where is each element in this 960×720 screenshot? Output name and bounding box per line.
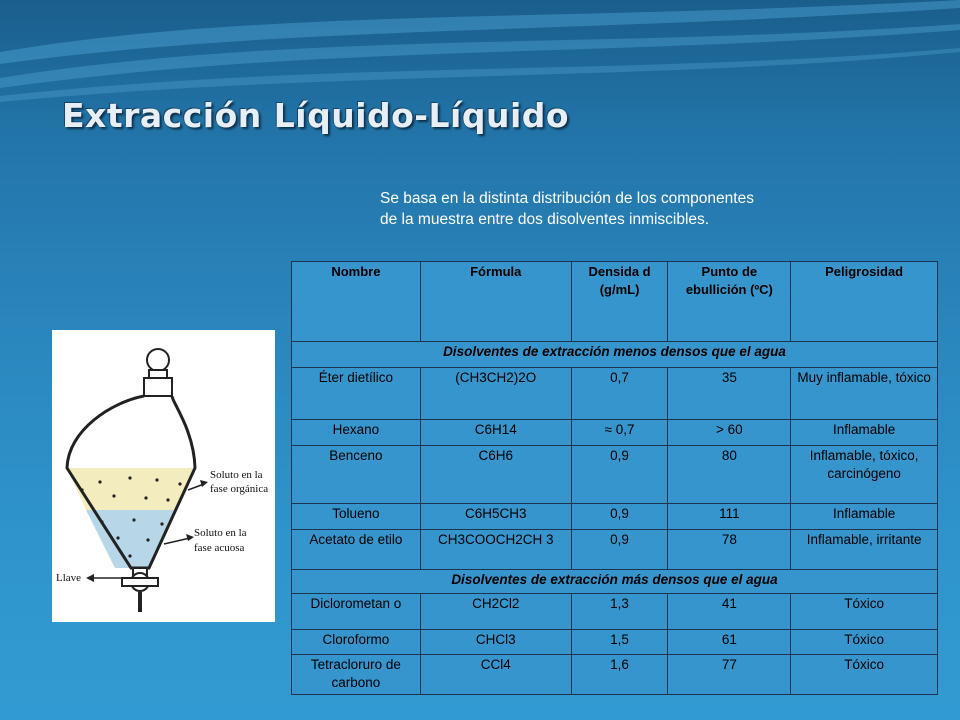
section-row-denser [292,570,938,594]
cell-nombre: Diclorometan o [292,594,421,630]
header-punto-ebullicion: Punto de ebullición (ºC) [668,262,791,342]
cell-ebullicion: 41 [668,594,791,630]
cell-formula: C6H5CH3 [420,504,571,530]
table-row [292,530,938,570]
cell-nombre: Tetracloruro de carbono [292,655,421,695]
cell-densidad: 0,9 [571,504,668,530]
cell-ebullicion: 78 [668,530,791,570]
cell-nombre: Hexano [292,420,421,446]
cell-formula: (CH3CH2)2O [420,368,571,420]
intro-line: Se basa en la distinta distribución de los componentes [380,190,754,207]
cell-nombre: Tolueno [292,504,421,530]
intro-line: de la muestra entre dos disolventes inmiscibles. [380,211,710,228]
cell-nombre: Cloroformo [292,630,421,655]
header-densidad: Densida d (g/mL) [571,262,668,342]
separatory-funnel-figure [52,330,275,622]
cell-formula: C6H14 [420,420,571,446]
cell-ebullicion: 61 [668,630,791,655]
cell-peligrosidad: Tóxico [791,594,938,630]
cell-peligrosidad: Tóxico [791,630,938,655]
cell-densidad: ≈ 0,7 [571,420,668,446]
header-formula: Fórmula [420,262,571,342]
section-title-lighter: Disolventes de extracción menos densos que el agua [292,342,938,368]
table-row [292,504,938,530]
table-row [292,655,938,695]
table-row [292,630,938,655]
cell-formula: C6H6 [420,446,571,504]
cell-formula: CHCl3 [420,630,571,655]
cell-formula: CCl4 [420,655,571,695]
header-peligrosidad: Peligrosidad [791,262,938,342]
cell-densidad: 1,6 [571,655,668,695]
cell-ebullicion: > 60 [668,420,791,446]
intro-text [380,188,850,230]
cell-formula: CH2Cl2 [420,594,571,630]
cell-densidad: 0,9 [571,446,668,504]
cell-ebullicion: 111 [668,504,791,530]
cell-formula: CH3COOCH2CH 3 [420,530,571,570]
cell-ebullicion: 35 [668,368,791,420]
table-row [292,594,938,630]
table-row [292,446,938,504]
cell-ebullicion: 77 [668,655,791,695]
table-row [292,368,938,420]
cell-peligrosidad: Inflamable, irritante [791,530,938,570]
cell-densidad: 1,3 [571,594,668,630]
cell-peligrosidad: Tóxico [791,655,938,695]
cell-densidad: 0,7 [571,368,668,420]
header-nombre: Nombre [292,262,421,342]
label-aqueous-phase-2: fase acuosa [194,542,245,554]
cell-peligrosidad: Muy inflamable, tóxico [791,368,938,420]
label-aqueous-phase-1: Soluto en la [194,527,247,539]
table-row [292,420,938,446]
slide-title: Extracción Líquido-Líquido [62,96,570,135]
cell-densidad: 1,5 [571,630,668,655]
cell-peligrosidad: Inflamable [791,504,938,530]
separatory-funnel-diagram [52,330,275,622]
cell-ebullicion: 80 [668,446,791,504]
cell-nombre: Acetato de etilo [292,530,421,570]
cell-peligrosidad: Inflamable, tóxico, carcinógeno [791,446,938,504]
section-title-denser: Disolventes de extracción más densos que el agua [292,570,938,594]
cell-densidad: 0,9 [571,530,668,570]
label-organic-phase-2: fase orgánica [210,483,269,495]
cell-peligrosidad: Inflamable [791,420,938,446]
cell-nombre: Benceno [292,446,421,504]
table-header-row [292,262,938,342]
section-row-lighter [292,342,938,368]
solvents-table [291,261,938,695]
cell-nombre: Éter dietílico [292,368,421,420]
label-organic-phase-1: Soluto en la [210,469,263,481]
label-stopcock: Llave [56,572,82,584]
